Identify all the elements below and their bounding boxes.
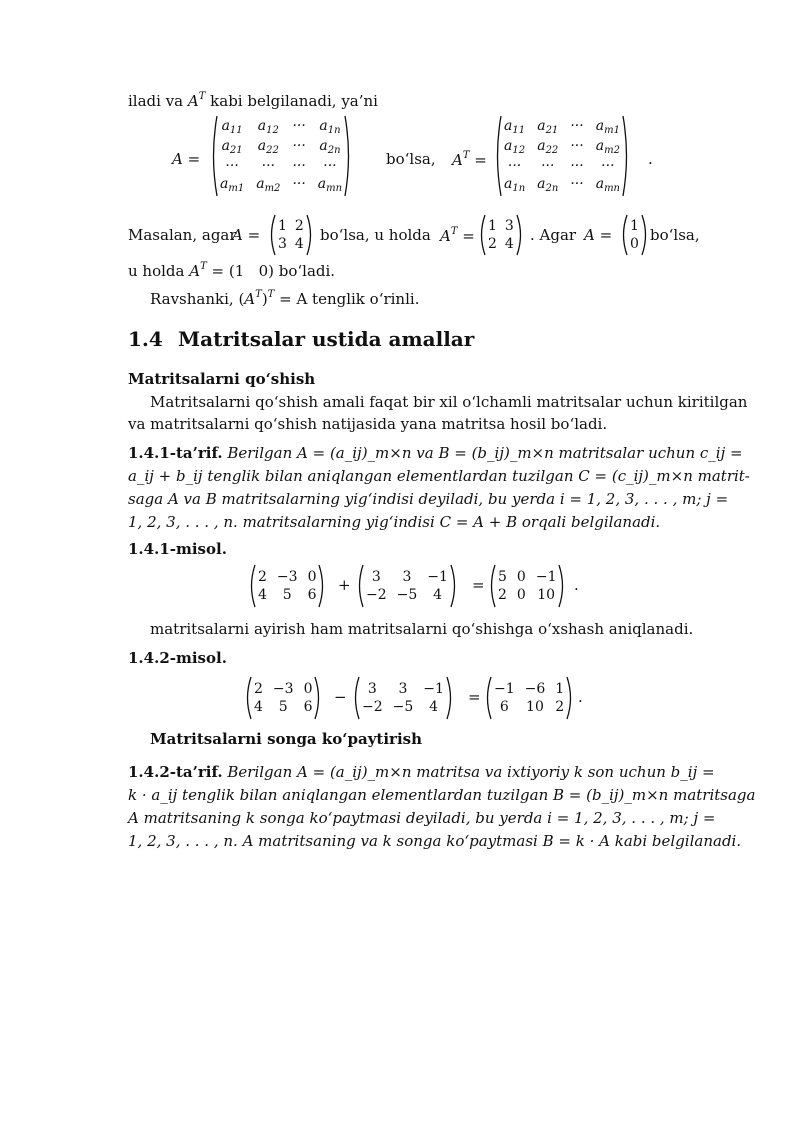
matrix-entry: $a_{2n}$ <box>319 138 341 156</box>
right-paren <box>344 115 352 197</box>
matrix-entry: $a_{mn}$ <box>317 176 343 194</box>
matrix-entry: 6 <box>499 699 509 715</box>
matrix-entry: 3 <box>398 681 408 697</box>
sup-T: T <box>255 289 262 300</box>
sup-T: T <box>462 150 470 161</box>
matrix-AT-general <box>494 115 630 197</box>
matrix-entries <box>492 681 566 715</box>
matrix-entry: $a_{12}$ <box>504 138 526 156</box>
matrix-entry: 0 <box>303 681 313 697</box>
right-paren <box>306 214 314 256</box>
matrix-entry: −2 <box>362 699 383 715</box>
matrix-entry: 6 <box>303 699 313 715</box>
row-vector: (1 0) <box>228 262 274 280</box>
matrix-entry: 5 <box>278 699 288 715</box>
section-number: 1.4 <box>128 327 163 351</box>
matrix-entry: 5 <box>498 569 507 585</box>
text: = A tenglik o‘rinli. <box>274 290 420 308</box>
matrix-entry: 4 <box>504 236 514 252</box>
sup-T: T <box>198 91 206 102</box>
paren: ) <box>261 290 268 308</box>
sup-T: T <box>200 261 207 272</box>
matrix-entry: −5 <box>392 699 414 715</box>
matrix-entry: 1 <box>630 218 639 234</box>
matrix-entries <box>486 218 516 252</box>
matrix-entry: 0 <box>630 236 639 252</box>
intro-line <box>128 86 702 112</box>
matrix-entry: ··· <box>570 138 584 154</box>
left-paren <box>244 676 252 720</box>
left-paren <box>210 115 218 197</box>
lhs-A: A = <box>172 150 201 168</box>
mid-text: bo‘lsa, <box>386 150 436 168</box>
matrix-entry: $a_{22}$ <box>257 138 279 156</box>
add-para-line-2: va matritsalarni qo‘shish natijasida yana matritsa hosil bo‘ladi. <box>128 415 608 433</box>
matrix-entry: 2 <box>254 681 263 697</box>
example-column-vector <box>620 214 649 256</box>
matrix-entry: 1 <box>278 218 287 234</box>
matrix-entries <box>218 118 344 194</box>
matrix-entry: $a_{21}$ <box>221 138 243 156</box>
matrix-entry: $a_{11}$ <box>504 118 526 136</box>
matrix-entry: ··· <box>292 138 306 154</box>
def1-text: Berilgan A = (a_ij)_m×n va B = (b_ij)_m×n matritsalar uchun c_ij = <box>227 444 743 462</box>
matrix-entry: 2 <box>555 699 565 715</box>
matrix-entry: ··· <box>570 118 584 134</box>
right-paren <box>450 564 458 608</box>
matrix-entries <box>252 681 314 715</box>
matrix-entry: 4 <box>433 587 443 603</box>
matrix-entry: −2 <box>366 587 387 603</box>
ex1-matrix-1 <box>248 564 326 608</box>
matrix-entry: ··· <box>541 158 555 174</box>
sym-A: A <box>440 227 451 245</box>
matrix-entry: −6 <box>524 681 546 697</box>
subtraction-note: matritsalarni ayirish ham matritsalarni qo‘shishga o‘xshash aniqlanadi. <box>150 620 694 638</box>
matrix-entry: $a_{m1}$ <box>220 176 245 194</box>
left-paren <box>356 564 364 608</box>
matrix-entry: 4 <box>254 699 263 715</box>
matrix-entry: $a_{m2}$ <box>256 176 281 194</box>
sym-A: A <box>187 92 199 110</box>
ex2-matrix-1 <box>244 676 322 720</box>
sym-A: A <box>452 151 463 169</box>
example-line-2 <box>128 256 702 282</box>
example2-label: 1.4.2-misol. <box>128 649 227 667</box>
ex2-minus: − <box>334 688 347 706</box>
matrix-entry: $a_{12}$ <box>257 118 279 136</box>
example-AT <box>440 226 475 245</box>
right-paren <box>622 115 630 197</box>
matrix-entry: 3 <box>278 236 287 252</box>
matrix-entry: −5 <box>396 587 418 603</box>
lhs-AT <box>452 150 487 169</box>
example-matrix-AT <box>478 214 524 256</box>
right-paren <box>566 676 574 720</box>
def1-label: 1.4.1-ta’rif. <box>128 444 223 462</box>
def2-line-3: A matritsaning k songa ko‘paytmasi deyiladi, bu yerda i = 1, 2, 3, . . . , m; j = <box>128 809 716 827</box>
ex2-matrix-result <box>484 676 574 720</box>
add-para-line-1: Matritsalarni qo‘shish amali faqat bir xil o‘lchamli matritsalar uchun kiritilgan <box>150 393 748 411</box>
matrix-entry: $a_{mn}$ <box>595 176 620 194</box>
matrix-A-general <box>210 115 352 197</box>
matrix-entry: $a_{1n}$ <box>504 176 526 194</box>
matrix-entry: ··· <box>507 158 522 174</box>
matrix-entry: 0 <box>307 569 317 585</box>
matrix-entry: ··· <box>570 176 584 192</box>
matrix-entry: −3 <box>276 569 298 585</box>
matrix-entry: 2 <box>498 587 507 603</box>
ex1-period: . <box>574 576 579 594</box>
sym-A: A <box>189 262 201 280</box>
example-text-1: Masalan, agar <box>128 226 237 244</box>
ex1-equals: = <box>472 576 485 594</box>
matrix-entry: ··· <box>601 158 615 174</box>
subsection-scalar: Matritsalarni songa ko‘paytirish <box>150 730 422 748</box>
matrix-entry: $a_{21}$ <box>537 118 559 136</box>
left-paren <box>478 214 486 256</box>
matrix-entry: $a_{m1}$ <box>595 118 620 136</box>
ex2-period: . <box>578 688 583 706</box>
matrix-entry: ··· <box>292 118 306 134</box>
matrix-entry: 2 <box>258 569 267 585</box>
matrix-entry: $a_{11}$ <box>221 118 243 136</box>
matrix-entry: 2 <box>294 218 304 234</box>
matrix-entry: ··· <box>261 158 275 174</box>
equals: = <box>206 262 229 280</box>
matrix-entry: 4 <box>294 236 304 252</box>
example1-label: 1.4.1-misol. <box>128 540 227 558</box>
row-vector-values: 1 0 <box>234 262 269 280</box>
matrix-entries <box>502 118 622 194</box>
def1-line-1 <box>128 442 743 464</box>
matrix-entries <box>360 681 446 715</box>
def1-line-3: saga A va B matritsalarning yig‘indisi deyiladi, bu yerda i = 1, 2, 3, . . . , m; j = <box>128 490 729 508</box>
matrix-entry: −1 <box>427 569 448 585</box>
matrix-entries <box>256 569 318 603</box>
matrix-entry: 3 <box>402 569 412 585</box>
def2-text: Berilgan A = (a_ij)_m×n matritsa va ixtiyoriy k son uchun b_ij = <box>227 763 715 781</box>
def2-line-4: 1, 2, 3, . . . , n. A matritsaning va k songa ko‘paytmasi B = k · A kabi belgilanadi. <box>128 832 742 850</box>
intro-text-after: kabi belgilanadi, ya’ni <box>205 92 378 110</box>
matrix-entry: $a_{2n}$ <box>537 176 559 194</box>
example-text-2: bo‘lsa, u holda <box>320 226 431 244</box>
ex2-matrix-2 <box>352 676 454 720</box>
matrix-entry: 2 <box>488 236 497 252</box>
period: . <box>648 150 653 168</box>
right-paren <box>516 214 524 256</box>
sup-T: T <box>450 226 458 237</box>
def1-line-4: 1, 2, 3, . . . , n. matritsalarning yig‘indisi C = A + B orqali belgilanadi. <box>128 513 661 531</box>
obvious-line <box>150 284 702 310</box>
matrix-entry: 3 <box>367 681 377 697</box>
text: Ravshanki, ( <box>150 290 245 308</box>
matrix-entry: 10 <box>537 587 556 603</box>
text: u holda <box>128 262 190 280</box>
matrix-entry: −3 <box>272 681 294 697</box>
equals: = <box>457 227 475 245</box>
matrix-entry: 0 <box>516 587 526 603</box>
matrix-entry: 4 <box>258 587 267 603</box>
ex2-equals: = <box>468 688 481 706</box>
left-paren <box>488 564 496 608</box>
right-paren <box>314 676 322 720</box>
right-paren <box>446 676 454 720</box>
matrix-entry: 10 <box>526 699 544 715</box>
matrix-entry: 0 <box>516 569 526 585</box>
def2-line-1 <box>128 761 715 783</box>
def2-label: 1.4.2-ta’rif. <box>128 763 223 781</box>
ex1-matrix-result <box>488 564 566 608</box>
matrix-entry: 1 <box>488 218 497 234</box>
matrix-entries <box>364 569 450 603</box>
matrix-entry: ··· <box>292 158 306 174</box>
right-paren <box>318 564 326 608</box>
right-paren <box>558 564 566 608</box>
matrix-entry: 5 <box>282 587 292 603</box>
right-paren <box>641 214 649 256</box>
sup-T: T <box>267 289 275 300</box>
left-paren <box>352 676 360 720</box>
text: bo‘ladi. <box>273 262 336 280</box>
left-paren <box>494 115 502 197</box>
matrix-entries <box>276 218 306 252</box>
matrix-entry: 3 <box>504 218 514 234</box>
matrix-entry: ··· <box>225 158 239 174</box>
matrix-entry: 1 <box>555 681 565 697</box>
matrix-entry: 6 <box>307 587 317 603</box>
matrix-entry: ··· <box>292 176 306 192</box>
ex1-plus: + <box>338 576 351 594</box>
subsection-addition: Matritsalarni qo‘shish <box>128 370 316 388</box>
matrix-entry: 4 <box>429 699 439 715</box>
example-A-eq2: A = <box>584 226 613 244</box>
section-heading <box>128 327 474 351</box>
left-paren <box>248 564 256 608</box>
def2-line-2: k · a_ij tenglik bilan aniqlangan elementlardan tuzilgan B = (b_ij)_m×n matritsaga <box>128 786 756 804</box>
sym-A: A <box>244 290 256 308</box>
left-paren <box>268 214 276 256</box>
example-A-eq: A = <box>232 226 261 244</box>
section-title: Matritsalar ustida amallar <box>178 327 475 351</box>
def1-line-2: a_ij + b_ij tenglik bilan aniqlangan elementlardan tuzilgan C = (c_ij)_m×n matrit- <box>128 467 750 485</box>
example-matrix-A <box>268 214 314 256</box>
intro-text: iladi va <box>128 92 188 110</box>
matrix-entry: ··· <box>323 158 337 174</box>
matrix-entry: $a_{1n}$ <box>319 118 341 136</box>
example-text-4: bo‘lsa, <box>650 226 700 244</box>
matrix-entries <box>496 569 558 603</box>
left-paren <box>620 214 628 256</box>
matrix-entry: ··· <box>570 158 584 174</box>
matrix-entry: $a_{m2}$ <box>595 138 620 156</box>
matrix-entry: −1 <box>535 569 557 585</box>
matrix-entry: −1 <box>423 681 444 697</box>
ex1-matrix-2 <box>356 564 458 608</box>
example-text-3: . Agar <box>530 226 577 244</box>
matrix-entries <box>628 218 641 252</box>
matrix-entry: 3 <box>371 569 381 585</box>
matrix-entry: $a_{22}$ <box>537 138 559 156</box>
matrix-entry: −1 <box>494 681 515 697</box>
equals: = <box>469 151 487 169</box>
left-paren <box>484 676 492 720</box>
